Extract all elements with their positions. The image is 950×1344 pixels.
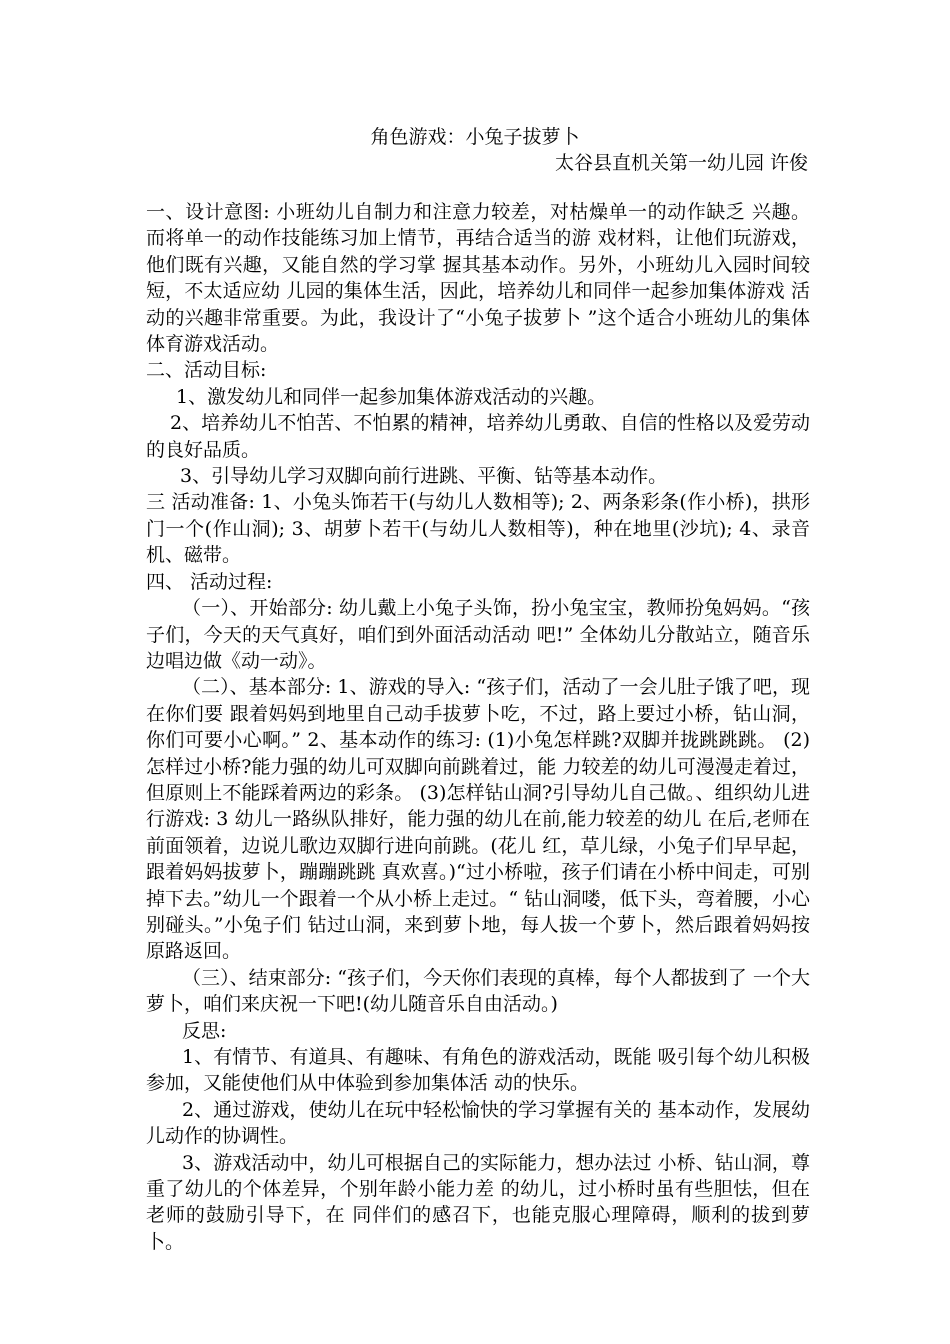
paragraph-process-end: （三）、结束部分: “孩子们，今天你们表现的真棒，每个人都拔到了 一个大萝卜，咱们来庆祝一下吧!(幼儿随音乐自由活动。) [146,966,810,1016]
document-title: 角色游戏：小兔子拔萝卜 [370,126,580,148]
paragraph-reflection-2: 2、通过游戏，使幼儿在玩中轻松愉快的学习掌握有关的 基本动作，发展幼儿动作的协调性。 [146,1098,810,1148]
paragraph-goal-1: 1、激发幼儿和同伴一起参加集体游戏活动的兴趣。 [176,385,607,408]
paragraph-goal-3: 3、引导幼儿学习双脚向前行进跳、平衡、钻等基本动作。 [180,465,668,488]
heading-activity-goals: 二、活动目标: [146,359,267,382]
heading-activity-process: 四、 活动过程: [146,570,273,593]
paragraph-preparation: 三 活动准备: 1、小兔头饰若干(与幼儿人数相等); 2、两条彩条(作小桥)，拱形门一个(作山洞); 3、胡萝卜若干(与幼儿人数相等)，种在地里(沙坑); 4、录音机、磁带。 [146,491,810,567]
paragraph-process-main: （二）、基本部分: 1、游戏的导入: “孩子们，活动了一会儿肚子饿了吧，现在你们要 跟着妈妈到地里自己动手拔萝卜吃，不过，路上要过小桥，钻山洞，你们可要小心啊。” 2、基本动作的练习: (1)小兔怎样跳?双脚并拢跳跳跳。 (2)怎样过小桥?能力强的幼儿可双脚向前跳着过，能 力较差的幼儿可漫漫走着过，但原则上不能踩着两边的彩条。 (3)怎样钻山洞?引导幼儿自己做。、组织幼儿进行游戏: 3 幼儿一路纵队排好，能力强的幼儿在前,能力较差的幼儿 在后,老师在前面领着，边说儿歌边双脚行进向前跳。(花儿 红，草儿绿，小兔子们早早起，跟着妈妈拔萝卜，蹦蹦跳跳 真欢喜。)“过小桥啦，孩子们请在小桥中间走，可别 掉下去。”幼儿一个跟着一个从小桥上走过。“ 钻山洞喽，低下头，弯着腰，小心别碰头。”小兔子们 钻过山洞，来到萝卜地，每人拔一个萝卜，然后跟着妈妈按 原路返回。 [146,676,810,963]
heading-reflection: 反思: [182,1019,227,1042]
paragraph-process-start: （一）、开始部分: 幼儿戴上小兔子头饰，扮小兔宝宝，教师扮兔妈妈。“孩子们，今天的天气真好，咱们到外面活动活动 吧!” 全体幼儿分散站立，随音乐边唱边做《动一动》。 [146,597,810,672]
paragraph-reflection-3: 3、游戏活动中，幼儿可根据自己的实际能力，想办法过 小桥、钻山洞，尊重了幼儿的个体差异，个别年龄小能力差 的幼儿，过小桥时虽有些胆怯，但在老师的鼓励引导下，在 同伴们的感召下，也能克服心理障碍，顺利的拔到萝卜。 [146,1151,810,1253]
document-author: 太谷县直机关第一幼儿园 许俊 [554,152,808,174]
paragraph-design-intent: 一、设计意图: 小班幼儿自制力和注意力较差，对枯燥单一的动作缺乏 兴趣。而将单一的动作技能练习加上情节，再结合适当的游 戏材料，让他们玩游戏，他们既有兴趣，又能自然的学习掌 握其基本动作。另外，小班幼儿入园时间较短，不太适应幼 儿园的集体生活，因此，培养幼儿和同伴一起参加集体游戏 活动的兴趣非常重要。为此，我设计了“小兔子拔萝卜 ”这个适合小班幼儿的集体体育游戏活动。 [146,201,810,356]
document-body [146,199,810,1255]
paragraph-reflection-1: 1、有情节、有道具、有趣味、有角色的游戏活动，既能 吸引每个幼儿积极参加，又能使他们从中体验到参加集体活 动的快乐。 [146,1046,810,1095]
paragraph-goal-2: 2、培养幼儿不怕苦、不怕累的精神，培养幼儿勇敢、自信的性格以及爱劳动的良好品质。 [146,412,810,461]
